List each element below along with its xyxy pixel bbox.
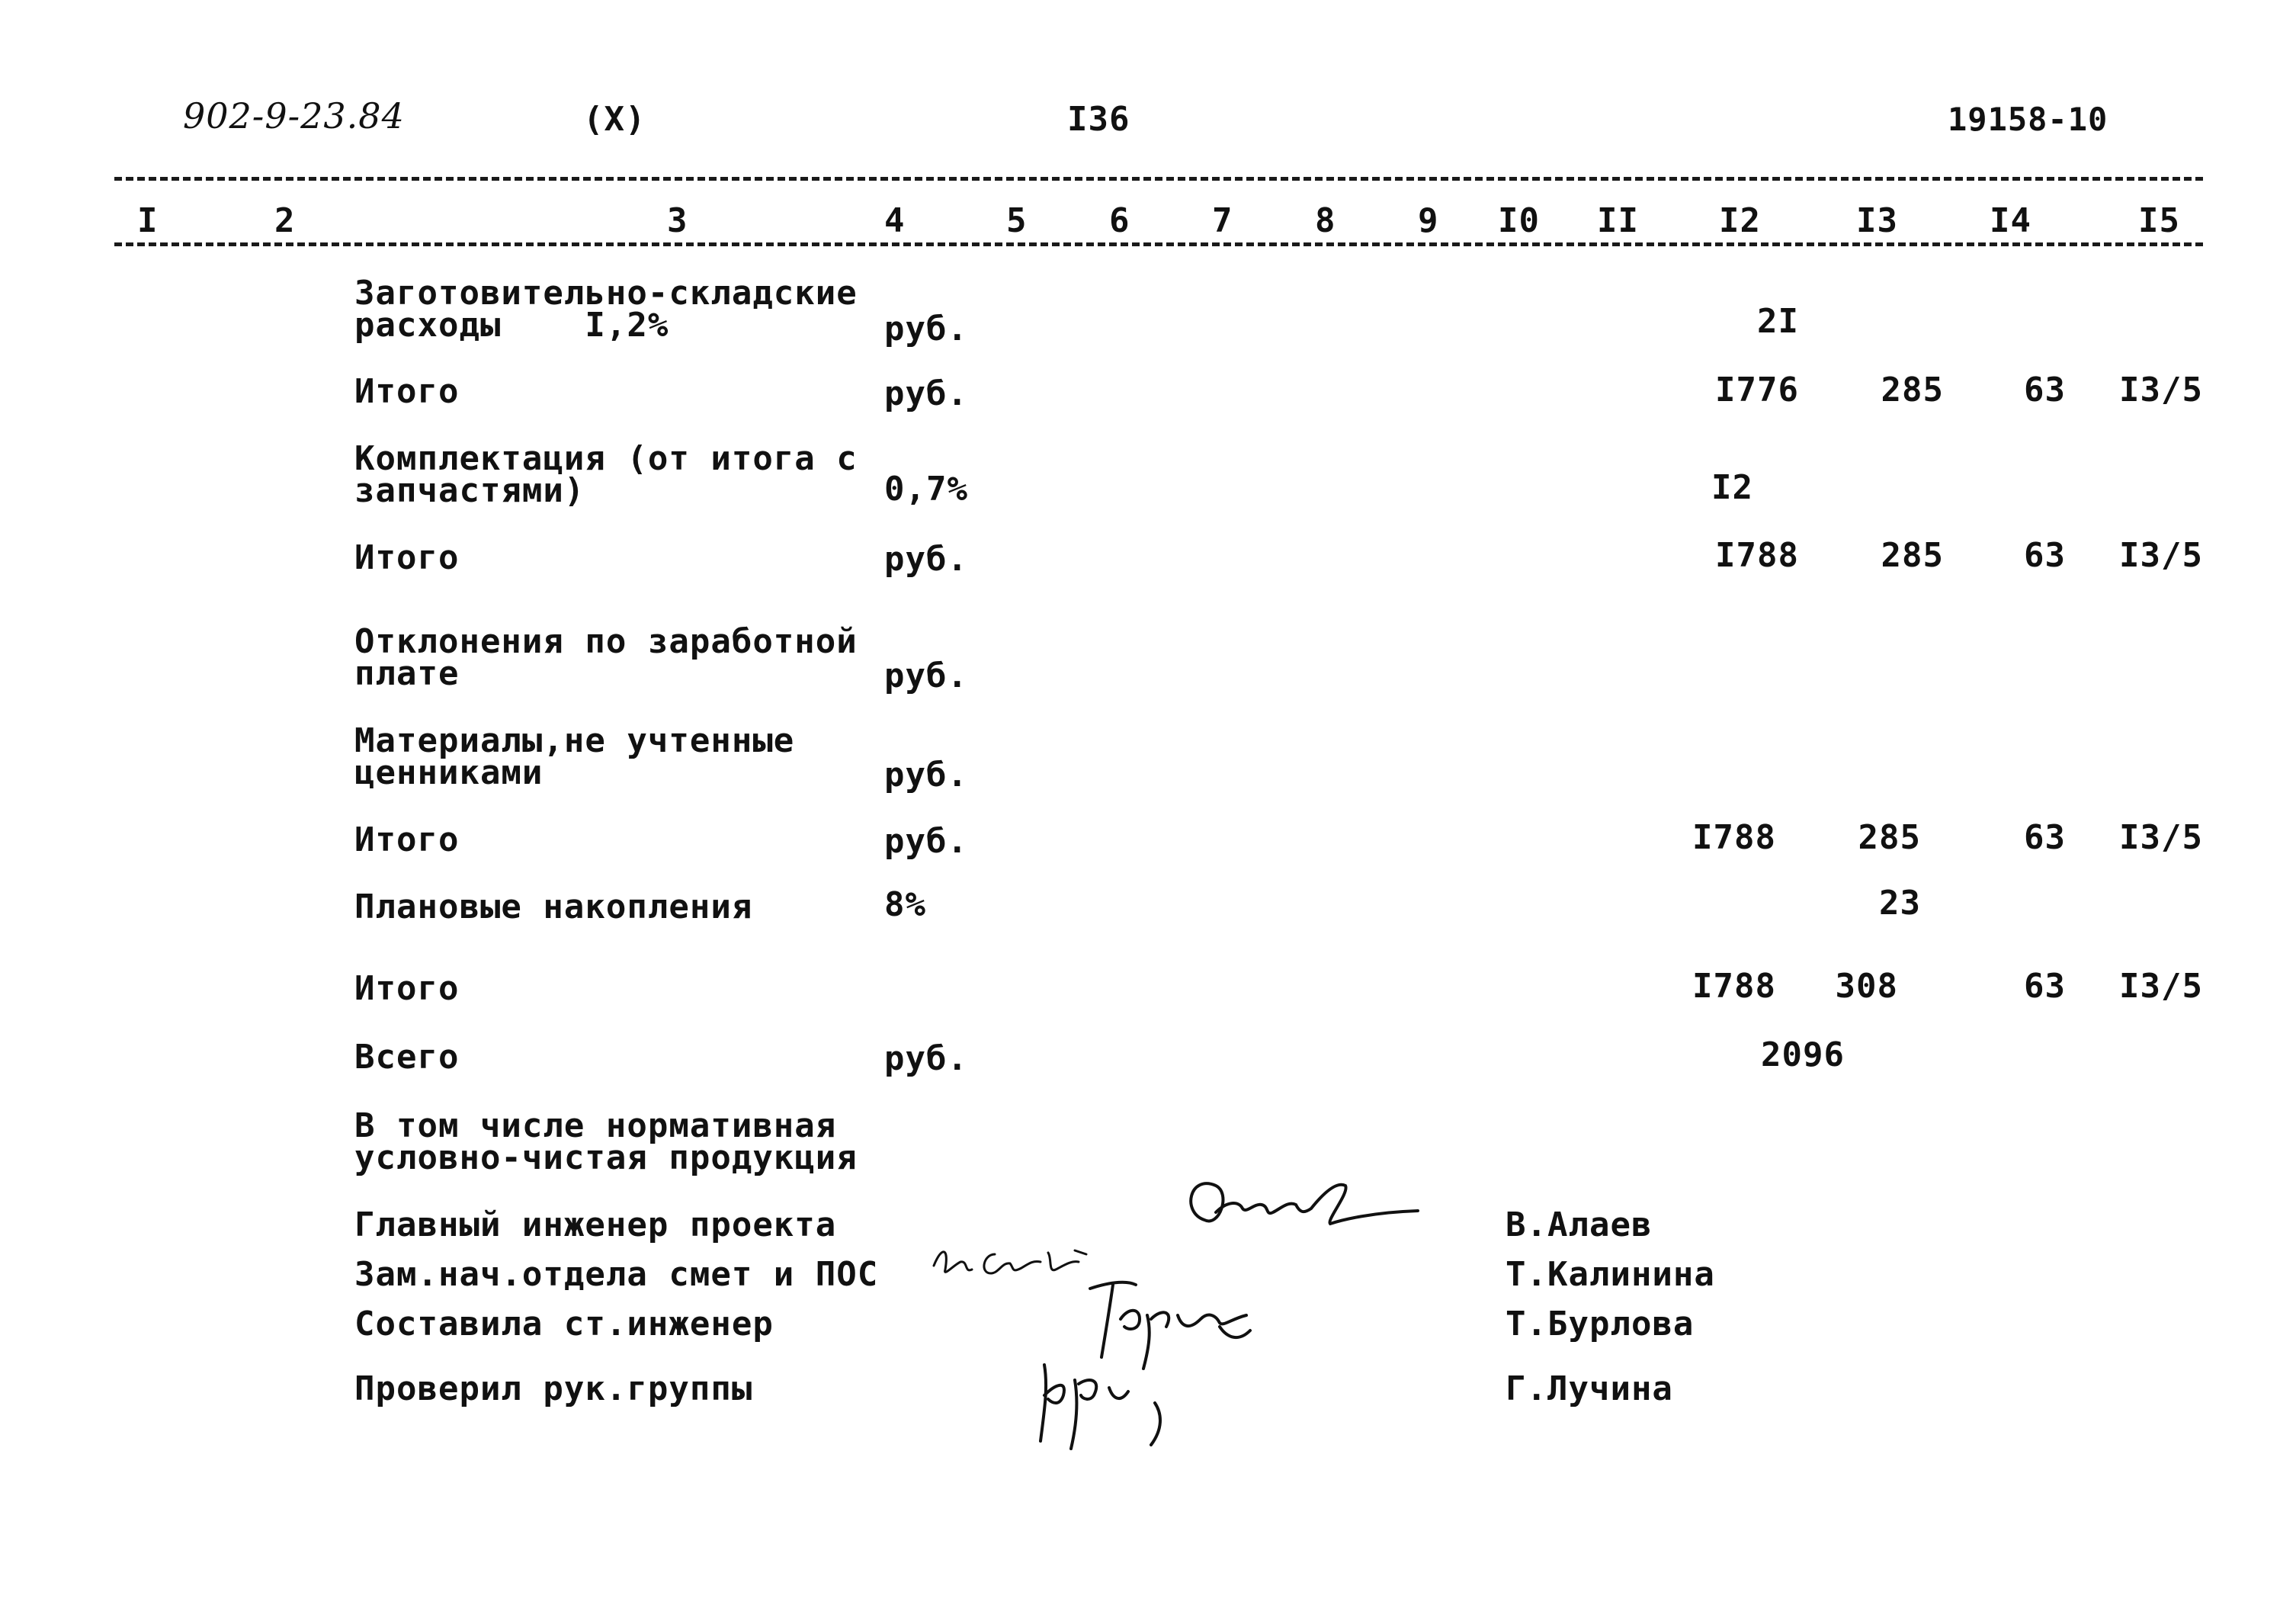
signature-role: Проверил рук.группы — [354, 1369, 753, 1408]
cell-col13: 285 — [1881, 536, 1944, 575]
cell-col14: 63 — [2024, 371, 2066, 409]
cell-col13: 23 — [1879, 884, 1921, 923]
inventory-number: 19158-10 — [1948, 101, 2108, 138]
row-unit: руб. — [884, 656, 968, 695]
signature-role: Зам.нач.отдела смет и ПОС — [354, 1255, 879, 1294]
row-unit: руб. — [884, 822, 968, 861]
row-label: ценниками — [354, 753, 544, 792]
signatory-name: Г.Лучина — [1506, 1369, 1673, 1408]
row-label: запчастями) — [354, 471, 585, 510]
cell-col12: I788 — [1692, 818, 1776, 857]
column-number: 7 — [1212, 201, 1233, 240]
column-number: I — [137, 201, 159, 240]
cell-col13: 308 — [1835, 967, 1898, 1006]
column-number: II — [1597, 201, 1639, 240]
cell-col14: 63 — [2024, 818, 2066, 857]
row-label: Комплектация (от итога с — [354, 439, 858, 478]
cell-col12: I788 — [1692, 967, 1776, 1006]
row-unit: руб. — [884, 756, 968, 794]
row-label: Итого — [354, 969, 460, 1008]
column-number: I3 — [1856, 201, 1898, 240]
row-label: Заготовительно-складские — [354, 274, 858, 313]
cell-col12: 2I — [1757, 302, 1799, 341]
document-code: 902-9-23.84 — [183, 95, 405, 136]
header-top-rule — [114, 177, 2203, 181]
row-label: условно-чистая продукция — [354, 1138, 858, 1177]
row-label: В том числе нормативная — [354, 1106, 837, 1145]
row-label: плате — [354, 654, 460, 693]
cell-col14: 63 — [2024, 967, 2066, 1006]
handwritten-signature-chief-engineer — [1174, 1167, 1425, 1250]
cell-col15: I3/5 — [2119, 536, 2203, 575]
column-number: I0 — [1498, 201, 1540, 240]
column-number: I5 — [2138, 201, 2180, 240]
row-unit: руб. — [884, 540, 968, 579]
signatory-name: Т.Калинина — [1506, 1255, 1715, 1294]
column-number: 3 — [667, 201, 688, 240]
cell-col12: I776 — [1715, 371, 1799, 409]
row-unit: руб. — [884, 374, 968, 413]
column-number: 9 — [1418, 201, 1439, 240]
row-label: Итого — [354, 538, 460, 577]
cell-col15: I3/5 — [2119, 818, 2203, 857]
row-label: Плановые накопления — [354, 888, 753, 926]
album-number: (X) — [583, 100, 646, 139]
handwritten-signature-group-head — [1021, 1342, 1182, 1456]
cell-col15: I3/5 — [2119, 371, 2203, 409]
row-label: Материалы,не учтенные — [354, 721, 795, 760]
cell-col12: 2096 — [1761, 1035, 1845, 1074]
signatory-name: В.Алаев — [1506, 1205, 1653, 1244]
row-unit: руб. — [884, 1039, 968, 1078]
column-number: 2 — [274, 201, 296, 240]
signature-role: Составила ст.инженер — [354, 1305, 774, 1343]
cell-col12: I788 — [1715, 536, 1799, 575]
row-unit: 0,7% — [884, 470, 968, 509]
column-number: 5 — [1006, 201, 1028, 240]
column-number: I2 — [1719, 201, 1761, 240]
row-label: Итого — [354, 820, 460, 859]
signatory-name: Т.Бурлова — [1506, 1305, 1695, 1343]
column-number: 6 — [1109, 201, 1130, 240]
row-unit: руб. — [884, 310, 968, 348]
row-unit: 8% — [884, 885, 926, 924]
header-bottom-rule — [114, 242, 2203, 246]
cell-col15: I3/5 — [2119, 967, 2203, 1006]
row-label: Итого — [354, 372, 460, 411]
row-label: Всего — [354, 1038, 460, 1077]
column-number: I4 — [1990, 201, 2031, 240]
cell-col13: 285 — [1858, 818, 1921, 857]
cell-col12: I2 — [1711, 468, 1753, 507]
column-number: 8 — [1315, 201, 1336, 240]
row-label: Отклонения по заработной — [354, 622, 858, 661]
cell-col13: 285 — [1881, 371, 1944, 409]
page-number: I36 — [1067, 100, 1130, 139]
signature-role: Главный инженер проекта — [354, 1205, 837, 1244]
column-number: 4 — [884, 201, 906, 240]
cell-col14: 63 — [2024, 536, 2066, 575]
row-label: расходы I,2% — [354, 306, 669, 345]
